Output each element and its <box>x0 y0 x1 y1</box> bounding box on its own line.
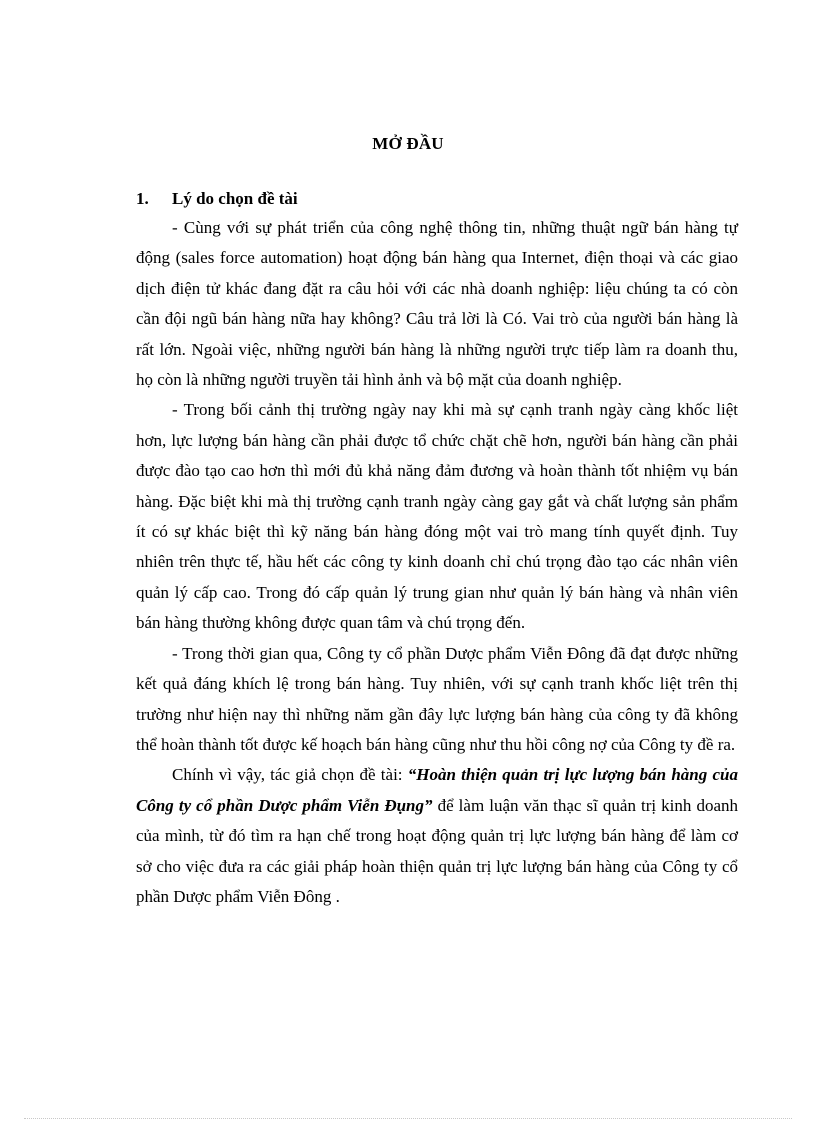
section-title: Lý do chọn đề tài <box>172 189 298 208</box>
paragraph-1: - Cùng với sự phát triển của công nghệ thông tin, những thuật ngữ bán hàng tự động (sales force automation) hoạt động bán hàng qua Internet, điện thoại và các giao dịch điện tử khác đang đặt ra câu hỏi với các nhà doanh nghiệp: liệu chúng ta có còn cần đội ngũ bán hàng nữa hay không? Câu trả lời là Có. Vai trò của người bán hàng là rất lớn. Ngoài việc, những người bán hàng là những người trực tiếp làm ra doanh thu, họ còn là những người truyền tải hình ảnh và bộ mặt của doanh nghiệp. <box>136 218 738 390</box>
closing-rest: để làm luận văn thạc sĩ quản trị kinh doanh của mình, từ đó tìm ra hạn chế trong hoạt động quản trị lực lượng bán hàng để làm cơ sở cho việc đưa ra các giải pháp hoàn thiện quản trị lực lượng bán hàng của Công ty cổ phần Dược phẩm Viễn Đông . <box>136 795 738 906</box>
page-title: MỞ ĐẦU <box>372 134 444 153</box>
page-bottom-rule <box>24 1118 792 1119</box>
section-heading <box>136 186 736 212</box>
thesis-topic: “Hoàn thiện quản trị lực lượng bán hàng của Công ty cổ phần Dược phẩm Viễn Đụng” <box>136 765 738 815</box>
paragraph-3: - Trong thời gian qua, Công ty cổ phần Dược phẩm Viễn Đông đã đạt được những kết quả đáng khích lệ trong bán hàng. Tuy nhiên, với sự cạnh tranh khốc liệt trên thị trường như hiện nay thì những năm gần đây lực lượng bán hàng của công ty đã không thể hoàn thành tốt được kế hoạch bán hàng cũng như thu hồi công nợ của Công ty đề ra. <box>136 643 738 754</box>
body-text <box>136 213 738 912</box>
paragraph-closing <box>136 760 738 912</box>
closing-lead: Chính vì vậy, tác giả chọn đề tài: <box>172 765 408 785</box>
section-number: 1. <box>136 189 149 208</box>
paragraph-2: - Trong bối cảnh thị trường ngày nay khi mà sự cạnh tranh ngày càng khốc liệt hơn, lực lượng bán hàng cần phải được tổ chức chặt chẽ hơn, người bán hàng cần phải được đào tạo cao hơn thì mới đủ khả năng đảm đương và hoàn thành tốt nhiệm vụ bán hàng. Đặc biệt khi mà thị trường cạnh tranh ngày càng gay gắt và chất lượng sản phẩm ít có sự khác biệt thì kỹ năng bán hàng đóng một vai trò mang tính quyết định. Tuy nhiên trên thực tế, hầu hết các công ty kinh doanh chỉ chú trọng đào tạo các nhân viên quản lý cấp cao. Trong đó cấp quản lý trung gian như quản lý bán hàng và nhân viên bán hàng thường không được quan tâm và chú trọng đến. <box>136 400 738 633</box>
